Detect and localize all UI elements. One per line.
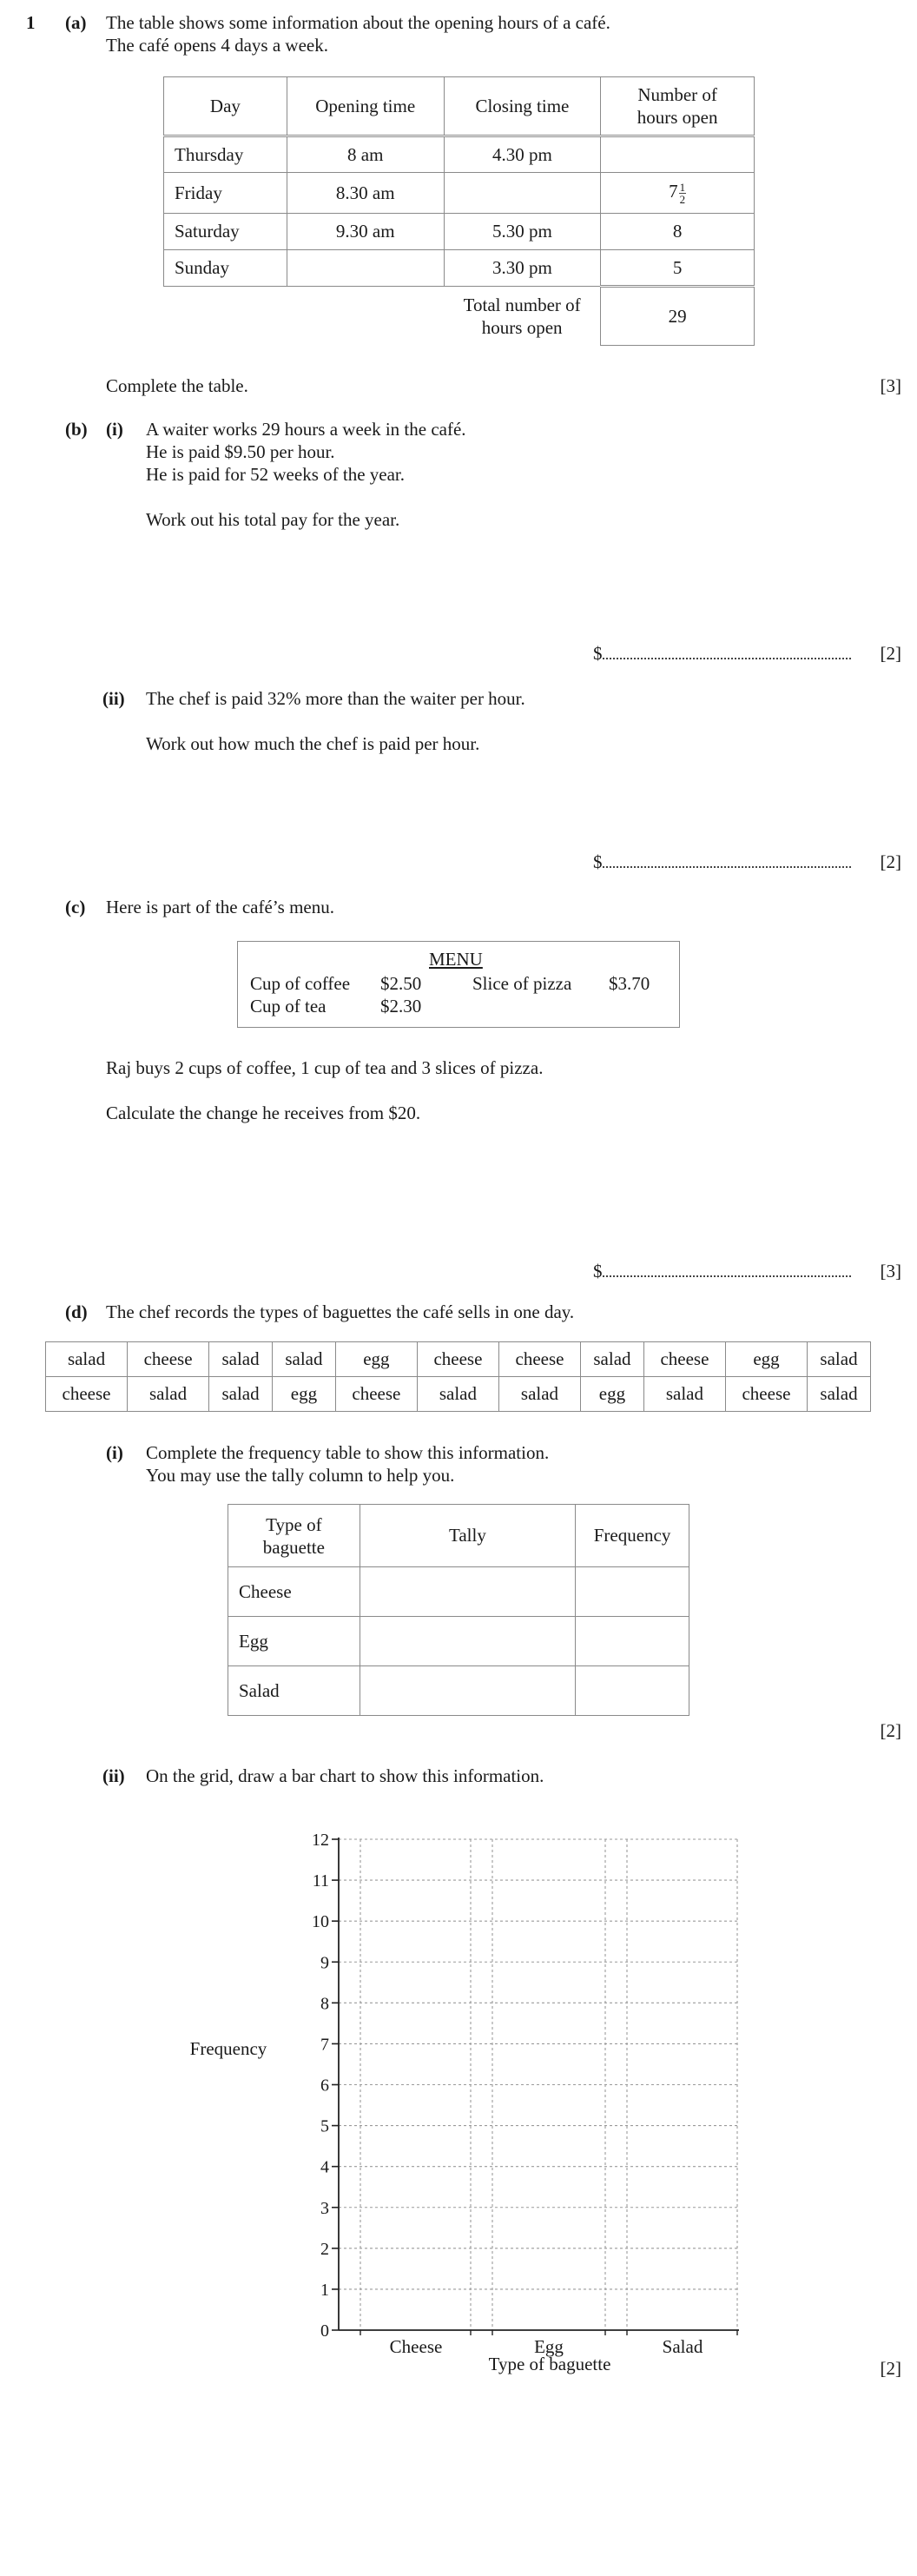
baguette-cell: egg [581, 1377, 644, 1412]
chart-y-ticks [312, 1831, 339, 2341]
part-d-intro: The chef records the types of baguettes the café sells in one day. [106, 1301, 575, 1322]
baguette-cell: cheese [46, 1377, 128, 1412]
part-b-i-marks: [2] [880, 643, 901, 664]
row-open: 8.30 am [287, 173, 444, 214]
currency-prefix: $ [593, 851, 603, 872]
part-b-ii-line1: The chef is paid 32% more than the waiter per hour. [146, 688, 525, 709]
part-a-instruction: Complete the table. [106, 375, 248, 396]
currency-prefix: $ [593, 1261, 603, 1281]
chart-axes [339, 1838, 739, 2330]
baguette-cell: salad [581, 1342, 644, 1377]
chart-y-tick-label: 10 [312, 1912, 329, 1932]
chart-y-tick-label: 12 [312, 1831, 329, 1850]
baguette-cell: salad [417, 1377, 498, 1412]
row-day: Saturday [164, 214, 287, 250]
baguette-cell: salad [808, 1342, 871, 1377]
chart-y-tick-label: 11 [312, 1871, 329, 1891]
baguette-cell: egg [725, 1342, 807, 1377]
part-c-marks: [3] [880, 1261, 901, 1281]
part-b-label: (b) [65, 419, 88, 440]
menu-price-pizza: $3.70 [609, 973, 650, 994]
row-close: 5.30 pm [444, 214, 601, 250]
part-c-line1: Raj buys 2 cups of coffee, 1 cup of tea and 3 slices of pizza. [106, 1057, 544, 1078]
chart-category-label: Cheese [389, 2336, 443, 2357]
row-close: 3.30 pm [444, 250, 601, 287]
row-open: 9.30 am [287, 214, 444, 250]
header-hours-open-text-line1: Number of [637, 84, 717, 105]
part-d-i-line2: You may use the tally column to help you. [146, 1465, 455, 1486]
chart-category-label: Salad [662, 2336, 703, 2357]
chart-y-tick-label: 5 [320, 2116, 329, 2136]
part-d-ii-marks: [2] [880, 2358, 901, 2379]
part-c-intro: Here is part of the café’s menu. [106, 897, 334, 917]
part-b-ii-question: Work out how much the chef is paid per hour. [146, 733, 480, 754]
menu-item-tea: Cup of tea [250, 996, 327, 1016]
fraction-denominator: 2 [679, 192, 686, 206]
question-number: 1 [26, 12, 36, 33]
part-a-intro-2: The café opens 4 days a week. [106, 35, 328, 56]
part-c-label: (c) [65, 897, 86, 917]
baguette-cell: salad [46, 1342, 128, 1377]
chart-y-tick-label: 9 [320, 1953, 329, 1973]
header-hours-open-text-line2: hours open [637, 107, 718, 128]
part-d-i-line1: Complete the frequency table to show this information. [146, 1442, 550, 1463]
baguette-cell: cheese [498, 1342, 580, 1377]
baguette-cell: salad [498, 1377, 580, 1412]
part-d-i-label: (i) [106, 1442, 123, 1463]
baguette-cell: salad [209, 1342, 273, 1377]
part-b-i-line1: A waiter works 29 hours a week in the café. [146, 419, 466, 440]
part-c-question: Calculate the change he receives from $20. [106, 1103, 421, 1123]
part-d-ii-line1: On the grid, draw a bar chart to show this information. [146, 1765, 544, 1786]
freq-header-type-text-line1: Type of [266, 1513, 322, 1535]
baguette-cell: egg [272, 1377, 335, 1412]
part-b-ii-label: (ii) [102, 688, 125, 709]
row-close: 4.30 pm [444, 136, 601, 173]
part-d-i-marks: [2] [880, 1720, 901, 1741]
part-d-ii-label: (ii) [102, 1765, 125, 1786]
total-value: 29 [601, 287, 755, 346]
row-day: Thursday [164, 136, 287, 173]
freq-header-type-text-line2: baguette [262, 1536, 325, 1558]
menu-price-tea: $2.30 [380, 996, 422, 1016]
baguette-cell: cheese [725, 1377, 807, 1412]
total-label-text-line1: Total number of [463, 294, 581, 315]
fraction-numerator: 1 [679, 180, 686, 194]
row-hours: 8 [601, 214, 755, 250]
baguette-cell: cheese [417, 1342, 498, 1377]
part-b-i-line3: He is paid for 52 weeks of the year. [146, 464, 405, 485]
row-day: Sunday [164, 250, 287, 287]
freq-header-tally: Tally [360, 1505, 575, 1567]
baguette-cell: cheese [335, 1377, 417, 1412]
header-opening-time: Opening time [287, 77, 444, 136]
menu-title: MENU [429, 949, 483, 970]
baguette-cell: egg [335, 1342, 417, 1377]
baguette-cell: salad [209, 1377, 273, 1412]
part-a-marks: [3] [880, 375, 901, 396]
chart-gridlines [339, 1839, 737, 2330]
chart-y-axis-label: Frequency [189, 2038, 267, 2059]
chart-y-tick-label: 4 [320, 2157, 329, 2177]
freq-type-egg: Egg [228, 1617, 360, 1666]
chart-y-tick-label: 3 [320, 2198, 329, 2218]
part-b-ii-marks: [2] [880, 851, 901, 872]
header-day: Day [164, 77, 287, 136]
chart-y-tick-label: 1 [320, 2280, 329, 2300]
menu-item-coffee: Cup of coffee [250, 973, 351, 994]
chart-y-tick-label: 8 [320, 1994, 329, 2014]
baguette-cell: cheese [128, 1342, 209, 1377]
baguette-cell: salad [643, 1377, 725, 1412]
chart-y-tick-label: 7 [320, 2035, 329, 2055]
header-closing-time: Closing time [444, 77, 601, 136]
chart-y-tick-label: 6 [320, 2076, 329, 2096]
chart-category-label: Egg [534, 2336, 564, 2357]
hours-whole: 7 [669, 181, 678, 202]
row-day: Friday [164, 173, 287, 214]
freq-type-salad: Salad [228, 1666, 360, 1716]
baguette-cell: salad [272, 1342, 335, 1377]
part-d-label: (d) [65, 1301, 88, 1322]
row-hours: 5 [601, 250, 755, 287]
part-b-i-label: (i) [106, 419, 123, 440]
total-label-text-line2: hours open [481, 316, 563, 338]
menu-price-coffee: $2.50 [380, 973, 422, 994]
chart-y-tick-label: 2 [320, 2239, 329, 2259]
part-a-intro-1: The table shows some information about the opening hours of a café. [106, 12, 610, 33]
freq-type-cheese: Cheese [228, 1567, 360, 1617]
baguette-cell: salad [128, 1377, 209, 1412]
chart-y-tick-label: 0 [320, 2321, 329, 2341]
part-b-i-line2: He is paid $9.50 per hour. [146, 441, 335, 462]
part-a-label: (a) [65, 12, 87, 33]
row-open: 8 am [287, 136, 444, 173]
menu-item-pizza: Slice of pizza [472, 973, 572, 994]
currency-prefix: $ [593, 643, 603, 664]
baguette-cell: cheese [643, 1342, 725, 1377]
freq-header-frequency: Frequency [576, 1505, 689, 1567]
baguette-cell: salad [808, 1377, 871, 1412]
chart-x-axis-label: Type of baguette [488, 2354, 611, 2374]
part-b-i-question: Work out his total pay for the year. [146, 509, 400, 530]
